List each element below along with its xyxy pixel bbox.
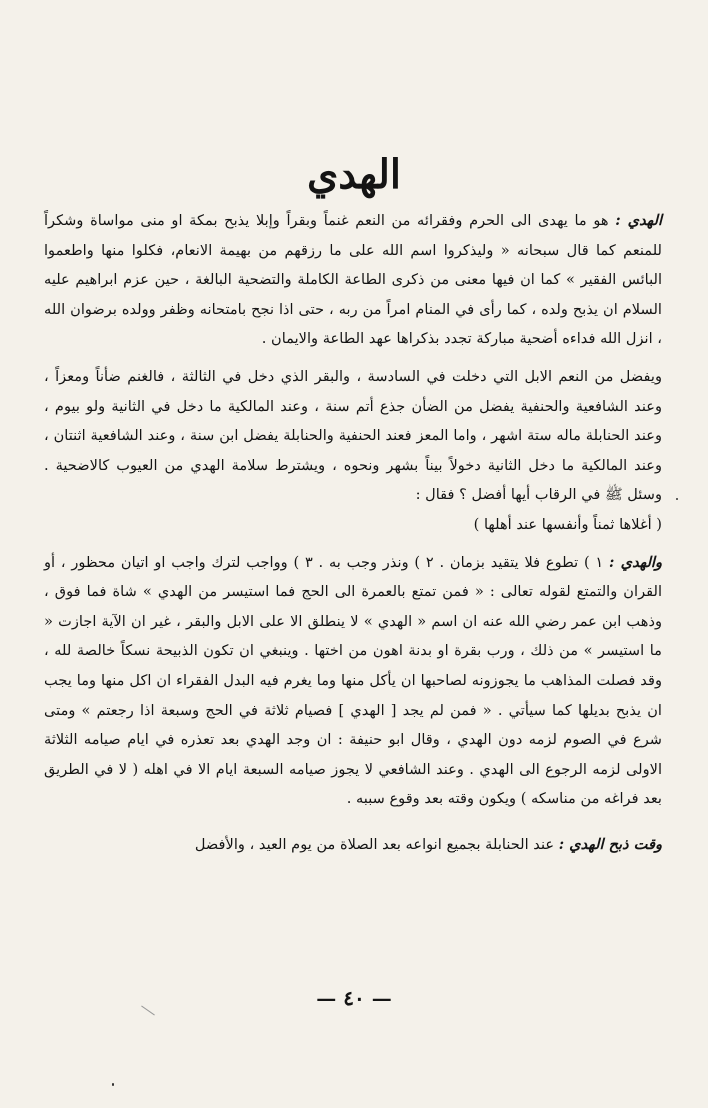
paragraph-text: عند الحنابلة بجميع انواعه بعد الصلاة من يوم العيد ، والأفضل bbox=[194, 835, 559, 853]
paragraph-text: ويفضل من النعم الابل التي دخلت في السادسة ، والبقر الذي دخل في الثالثة ، فالغنم ضأناً ومعزاً ، وعند الشافعية والحنفية يفضل من الضأن جذع أتم سنة ، وعند المالكية ما دخل في الثانية ولو بيوم ، وعند الحنابلة ماله ستة اشهر ، واما المعز فعند الحنفية والحنابلة يفضل ابن سنة ، وعند الشافعية اثنتان ، وعند المالكية ما دخل الثانية دخولاً بيناً بشهر ونحوه ، ويشترط سلامة الهدي من العيوب كالاضحية . وسئل ﷺ في الرقاب أيها أفضل ؟ فقال : bbox=[44, 367, 662, 504]
paragraph-types bbox=[44, 548, 662, 814]
scan-speck bbox=[112, 1083, 114, 1086]
paragraph-slaughter-time bbox=[44, 830, 662, 860]
paragraph-definition bbox=[44, 206, 662, 354]
scan-speck bbox=[676, 498, 678, 500]
paragraph-preference bbox=[44, 362, 662, 510]
paragraph-text: هو ما يهدى الى الحرم وفقرائه من النعم غنماً وبقراً وإبلا يذبح بمكة او منى مواساة وشكراً للمنعم كما قال سبحانه « وليذكروا اسم الله على ما رزقهم من بهيمة الانعام، فكلوا منها واطعموا البائس الفقير » كما ان فيها معنى من ذكرى الطاعة الكاملة والتضحية البالغة ، حين عزم ابراهيم عليه السلام ان يذبح ولده ، كما رأى في المنام امراً من ربه ، حتى اذا نجح بامتحانه وظفر وولده برضوان الله ، انزل الله فداءه أضحية مباركة تجدد بذكراها عهد الطاعة والايمان . bbox=[44, 212, 662, 348]
paragraph-lead: الهدي : bbox=[615, 212, 662, 229]
body-text bbox=[44, 206, 662, 859]
paragraph-text: ١ ) تطوع فلا يتقيد بزمان . ٢ ) ونذر وجب به . ٣ ) وواجب لترك واجب او اتيان محظور ، أو القران والتمتع لقوله تعالى : « فمن تمتع بالعمرة الى الحج فما استيسر من الهدي » شاة فما فوق ، وذهب ابن عمر رضي الله عنه ان اسم « الهدي » لا ينطلق الا على الابل والبقر ، غير ان الآية اجازت « ما استيسر » من ذلك ، ورب بقرة او بدنة اهون من اختها . وينبغي ان تكون الذبيحة نسكاً خالصة لله ، وقد فصلت المذاهب ما يجوزونه لصاحبها ان يأكل منها وما يغرم فيه البدل الفقراء ان اكل منها وما يجب ان يذبح بديلها كما سيأتي . « فمن لم يجد [ الهدي ] فصيام ثلاثة في الحج وسبعة اذا رجعتم » ومتى شرع في الصوم لزمه دون الهدي ، وقال ابو حنيفة : ان وجد الهدي بعد تعذره في ايام صيامه الثلاثة الاولى لزمه الرجوع الى الهدي . وعند الشافعي لا يجوز صيامه السبعة ايام الا في اهله ( لا في الطريق بعد فراغه من مناسكه ) ويكون وقته بعد وقوع سببه . bbox=[44, 553, 662, 808]
paragraph-hadith-quote bbox=[44, 510, 662, 540]
page-number: — ٤٠ — bbox=[316, 986, 392, 1010]
paragraph-text: ( أغلاها ثمناً وأنفسها عند أهلها ) bbox=[473, 515, 662, 533]
paragraph-lead: وقت ذبح الهدي : bbox=[558, 835, 662, 853]
page-title: الهدي bbox=[306, 151, 402, 198]
paragraph-lead: والهدي : bbox=[609, 553, 663, 571]
